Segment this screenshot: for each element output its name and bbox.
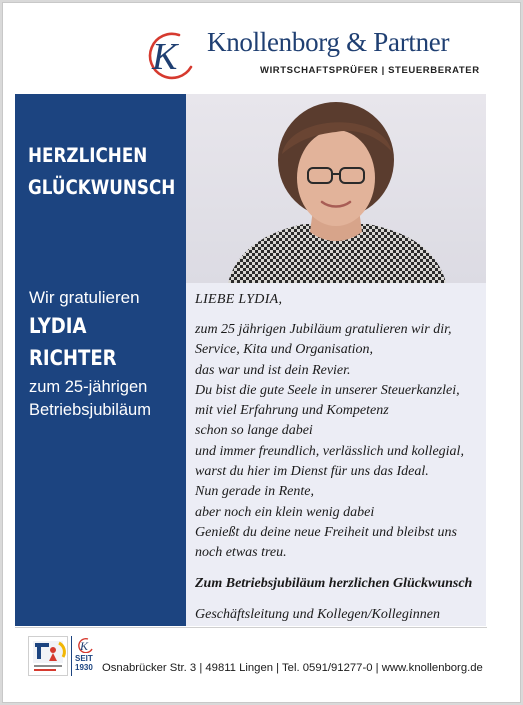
portrait-photo xyxy=(186,94,486,283)
kp-logo-icon xyxy=(139,29,201,81)
kp-mini-logo-icon xyxy=(75,637,95,653)
headline-line: GLÜCKWUNSCH xyxy=(28,176,176,199)
poem-line: Nun gerade in Rente, xyxy=(195,484,314,500)
poem-line: Service, Kita und Organisation, xyxy=(195,342,373,358)
signature: Geschäftsleitung und Kollegen/Kolleginnen xyxy=(195,607,440,622)
occasion-line: Betriebsjubiläum xyxy=(29,401,151,419)
headline-line: HERZLICHEN xyxy=(28,144,148,167)
since-year: 1930 xyxy=(75,663,93,672)
poem-line: das war und ist dein Revier. xyxy=(195,362,351,378)
brand-name: Knollenborg & Partner xyxy=(207,27,450,57)
since-text xyxy=(75,654,93,672)
poem-line: noch etwas treu. xyxy=(195,545,287,561)
svg-text:K: K xyxy=(80,639,89,653)
footer-address: Osnabrücker Str. 3 | 49811 Lingen | Tel. 0591/91277-0 | www.knollenborg.de xyxy=(102,662,483,674)
poem-line: zum 25 jährigen Jubiläum gratulieren wir dir, xyxy=(195,322,452,337)
first-name: LYDIA xyxy=(29,314,87,338)
intro-text: Wir gratulieren xyxy=(29,288,140,307)
occasion-text xyxy=(29,376,151,422)
brand-subtitle: WIRTSCHAFTSPRÜFER | STEUERBERATER xyxy=(260,65,480,76)
family-friendly-employer-badge-icon xyxy=(28,636,68,676)
since-badge xyxy=(71,636,99,676)
occasion-line: zum 25-jährigen xyxy=(29,378,148,396)
poem-line: Genießt du deine neue Freiheit und bleibst uns xyxy=(195,524,457,540)
message-panel xyxy=(186,283,486,626)
headline xyxy=(28,140,176,204)
last-name: RICHTER xyxy=(29,346,117,370)
closing-line: Zum Betriebsjubiläum herzlichen Glückwunsch xyxy=(195,576,473,591)
poem-line: und immer freundlich, verlässlich und kollegial, xyxy=(195,443,464,459)
poem-line: Du bist die gute Seele in unserer Steuerkanzlei, xyxy=(195,382,460,398)
poem-line: schon so lange dabei xyxy=(195,423,313,439)
poem-line: warst du hier im Dienst für uns das Ideal. xyxy=(195,464,429,480)
congratulations-panel xyxy=(15,94,186,626)
footer-divider xyxy=(15,627,487,628)
svg-text:K: K xyxy=(152,36,178,78)
poem-line: aber noch ein klein wenig dabei xyxy=(195,504,375,520)
salutation: LIEBE LYDIA, xyxy=(195,292,283,307)
since-label: SEIT xyxy=(75,654,93,663)
poem-line: mit viel Erfahrung und Kompetenz xyxy=(195,403,389,419)
person-name xyxy=(29,310,117,374)
poem xyxy=(195,320,464,564)
